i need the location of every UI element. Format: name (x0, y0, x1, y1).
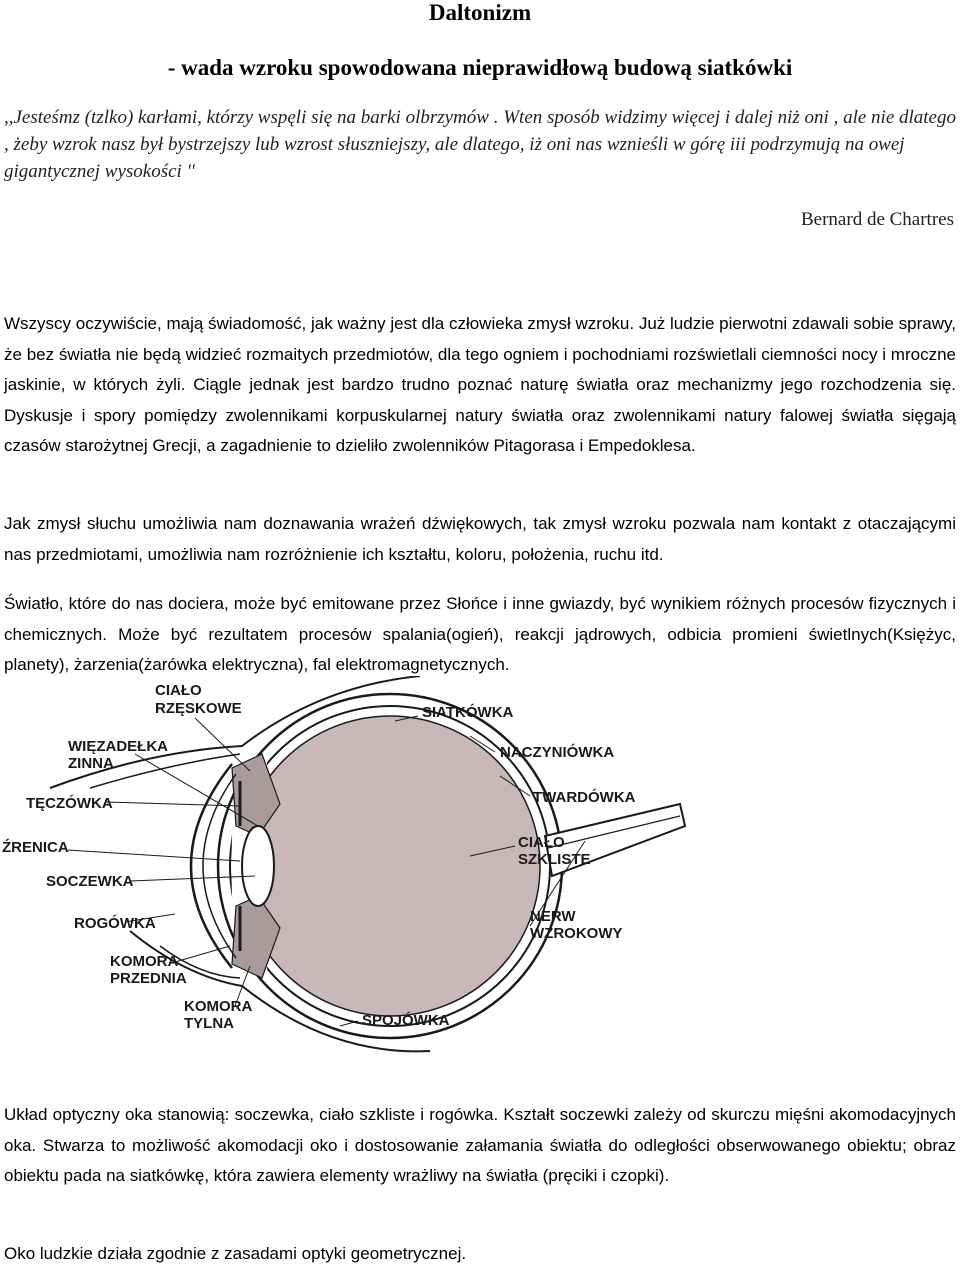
label-cialo-szkliste: CIAŁO (518, 834, 565, 851)
label-komora-tylna: TYLNA (184, 1015, 234, 1032)
pointer-zrenica (68, 850, 240, 861)
label-wiezadelka-zinna: WIĘZADEŁKA (68, 738, 168, 755)
label-spojowka: SPOJÓWKA (362, 1012, 450, 1029)
label-cialo-rzeskowe: CIAŁO (155, 682, 202, 699)
page-subtitle: - wada wzroku spowodowana nieprawidłową budową siatkówki (167, 55, 793, 80)
paragraph: Układ optyczny oka stanowią: soczewka, ciało szkliste i rogówka. Kształt soczewki zależy od skurczu mięśni akomodacyjnych oka. Stwarza to możliwość akomodacji oko i dostosowanie załamania światła do odległości obserwowanego obiektu; obraz obiektu pada na siatkówkę, która zawiera elementy wrażliwy na światła (pręciki i czopki). (4, 1105, 956, 1185)
label-soczewka: SOCZEWKA (46, 873, 134, 890)
label-naczyniowka: NACZYNIÓWKA (500, 744, 615, 761)
label-cialo-rzeskowe: RZĘSKOWE (155, 700, 242, 717)
paragraph: Światło, które do nas dociera, może być emitowane przez Słońce i inne gwiazdy, być wynikiem różnych procesów fizycznych i chemicznych. Może być rezultatem procesów spalania(ogień), reakcji jądrowych, odbicia promieni świetlnych(Księżyc, planety), żarzenia(żarówka elektryczna), fal elektromagnetycznych. (4, 594, 956, 674)
page-title: Daltonizm (428, 0, 532, 25)
label-komora-tylna: KOMORA (184, 998, 253, 1015)
label-siatkowka: SIATKÓWKA (422, 704, 514, 721)
label-wiezadelka-zinna: ZINNA (68, 755, 114, 772)
label-komora-przednia: PRZEDNIA (110, 970, 187, 987)
label-nerw-wzrokowy: WZROKOWY (530, 925, 623, 942)
paragraph: Jak zmysł słuchu umożliwia nam doznawania wrażeń dźwiękowych, tak zmysł wzroku pozwala nam kontakt z otaczającymi nas przedmiotami, umożliwia nam rozróżnienie ich kształtu, koloru, położenia, ruchu itd. (4, 514, 956, 564)
label-twardowka: TWARDÓWKA (533, 789, 636, 806)
paragraph: Wszyscy oczywiście, mają świadomość, jak ważny jest dla człowieka zmysł wzroku. Już ludzie pierwotni zdawali sobie sprawy, że bez światła nie będą widzieć rozmaitych przedmiotów, dla tego ogniem i pochodniami rozświetlali ciemności nocy i mroczne jaskinie, w których żyli. Ciągle jednak jest bardzo trudno poznać naturę światła oraz mechanizmy jego rozchodzenia się. Dyskusje i spory pomiędzy zwolennikami korpuskularnej natury światła oraz zwolennikami natury falowej światła sięgają czasów starożytnej Grecji, a zagadnienie to dzieliło zwolenników Pitagorasa i Empedoklesa. (4, 314, 956, 455)
vitreous-body (240, 716, 540, 1016)
paragraph: Oko ludzkie działa zgodnie z zasadami optyki geometrycznej. (4, 1244, 467, 1263)
label-rogowka: ROGÓWKA (74, 915, 156, 932)
label-nerw-wzrokowy: NERW (530, 908, 576, 925)
label-teczowka: TĘCZÓWKA (26, 795, 113, 812)
label-komora-przednia: KOMORA (110, 953, 179, 970)
label-cialo-szkliste: SZKLISTE (518, 851, 591, 868)
quote-author: Bernard de Chartres (801, 209, 954, 230)
lens (242, 826, 274, 906)
eye-diagram (0, 676, 700, 1056)
label-zrenica: ŹRENICA (2, 839, 69, 856)
pointer-cialo-rzeskowe (195, 718, 250, 771)
quote: ,,Jesteśmz (tzlko) karłami, którzy wspęli się na barki olbrzymów . Wten sposób widzimy więcej i dalej niż oni , ale nie dlatego , żeby wzrok nasz był bystrzejszy lub wzrost słuszniejszy, ale dlatego, iż oni nas wznieśli w górę iii podrzymują na owej gigantycznej wysokości '' (4, 107, 956, 182)
